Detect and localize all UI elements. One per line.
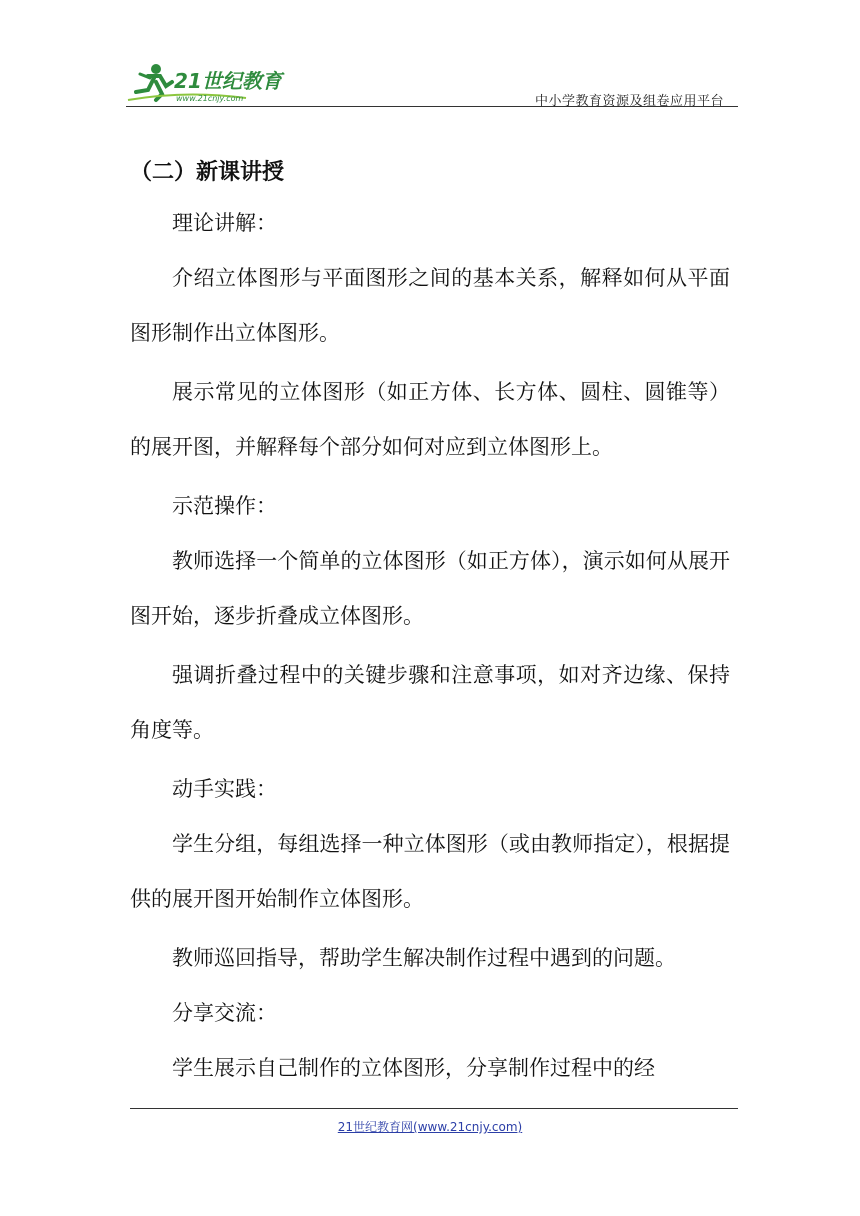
paragraph-theory-intro: 介绍立体图形与平面图形之间的基本关系，解释如何从平面图形制作出立体图形。 [130,266,730,345]
svg-text:www.21cnjy.com: www.21cnjy.com [176,94,244,103]
section-title: （二）新课讲授 [130,160,285,185]
paragraph-theory-heading: 理论讲解： [172,211,277,235]
page-header [126,56,738,108]
footer-link[interactable]: 21世纪教育网(www.21cnjy.com) [337,1120,523,1134]
paragraph-theory-examples: 展示常见的立体图形（如正方体、长方体、圆柱、圆锥等）的展开图，并解释每个部分如何对应到立体图形上。 [130,380,730,459]
paragraph-share-content: 学生展示自己制作的立体图形，分享制作过程中的经 [172,1056,655,1080]
paragraph-demo-heading: 示范操作： [172,494,277,518]
header-tagline: 中小学教育资源及组卷应用平台 [534,94,724,109]
footer-divider [130,1108,738,1109]
paragraph-demo-steps: 教师选择一个简单的立体图形（如正方体），演示如何从展开图开始，逐步折叠成立体图形。 [130,549,730,628]
paragraph-practice-groups: 学生分组，每组选择一种立体图形（或由教师指定），根据提供的展开图开始制作立体图形。 [130,832,730,911]
header-divider [126,106,738,107]
paragraph-practice-heading: 动手实践： [172,777,277,801]
site-logo[interactable] [126,60,296,104]
svg-text:21世纪教育: 21世纪教育 [174,69,282,93]
paragraph-demo-notes: 强调折叠过程中的关键步骤和注意事项，如对齐边缘、保持角度等。 [130,663,730,742]
paragraph-share-heading: 分享交流： [172,1001,277,1025]
document-body [130,150,730,1096]
paragraph-practice-guidance: 教师巡回指导，帮助学生解决制作过程中遇到的问题。 [172,946,676,970]
